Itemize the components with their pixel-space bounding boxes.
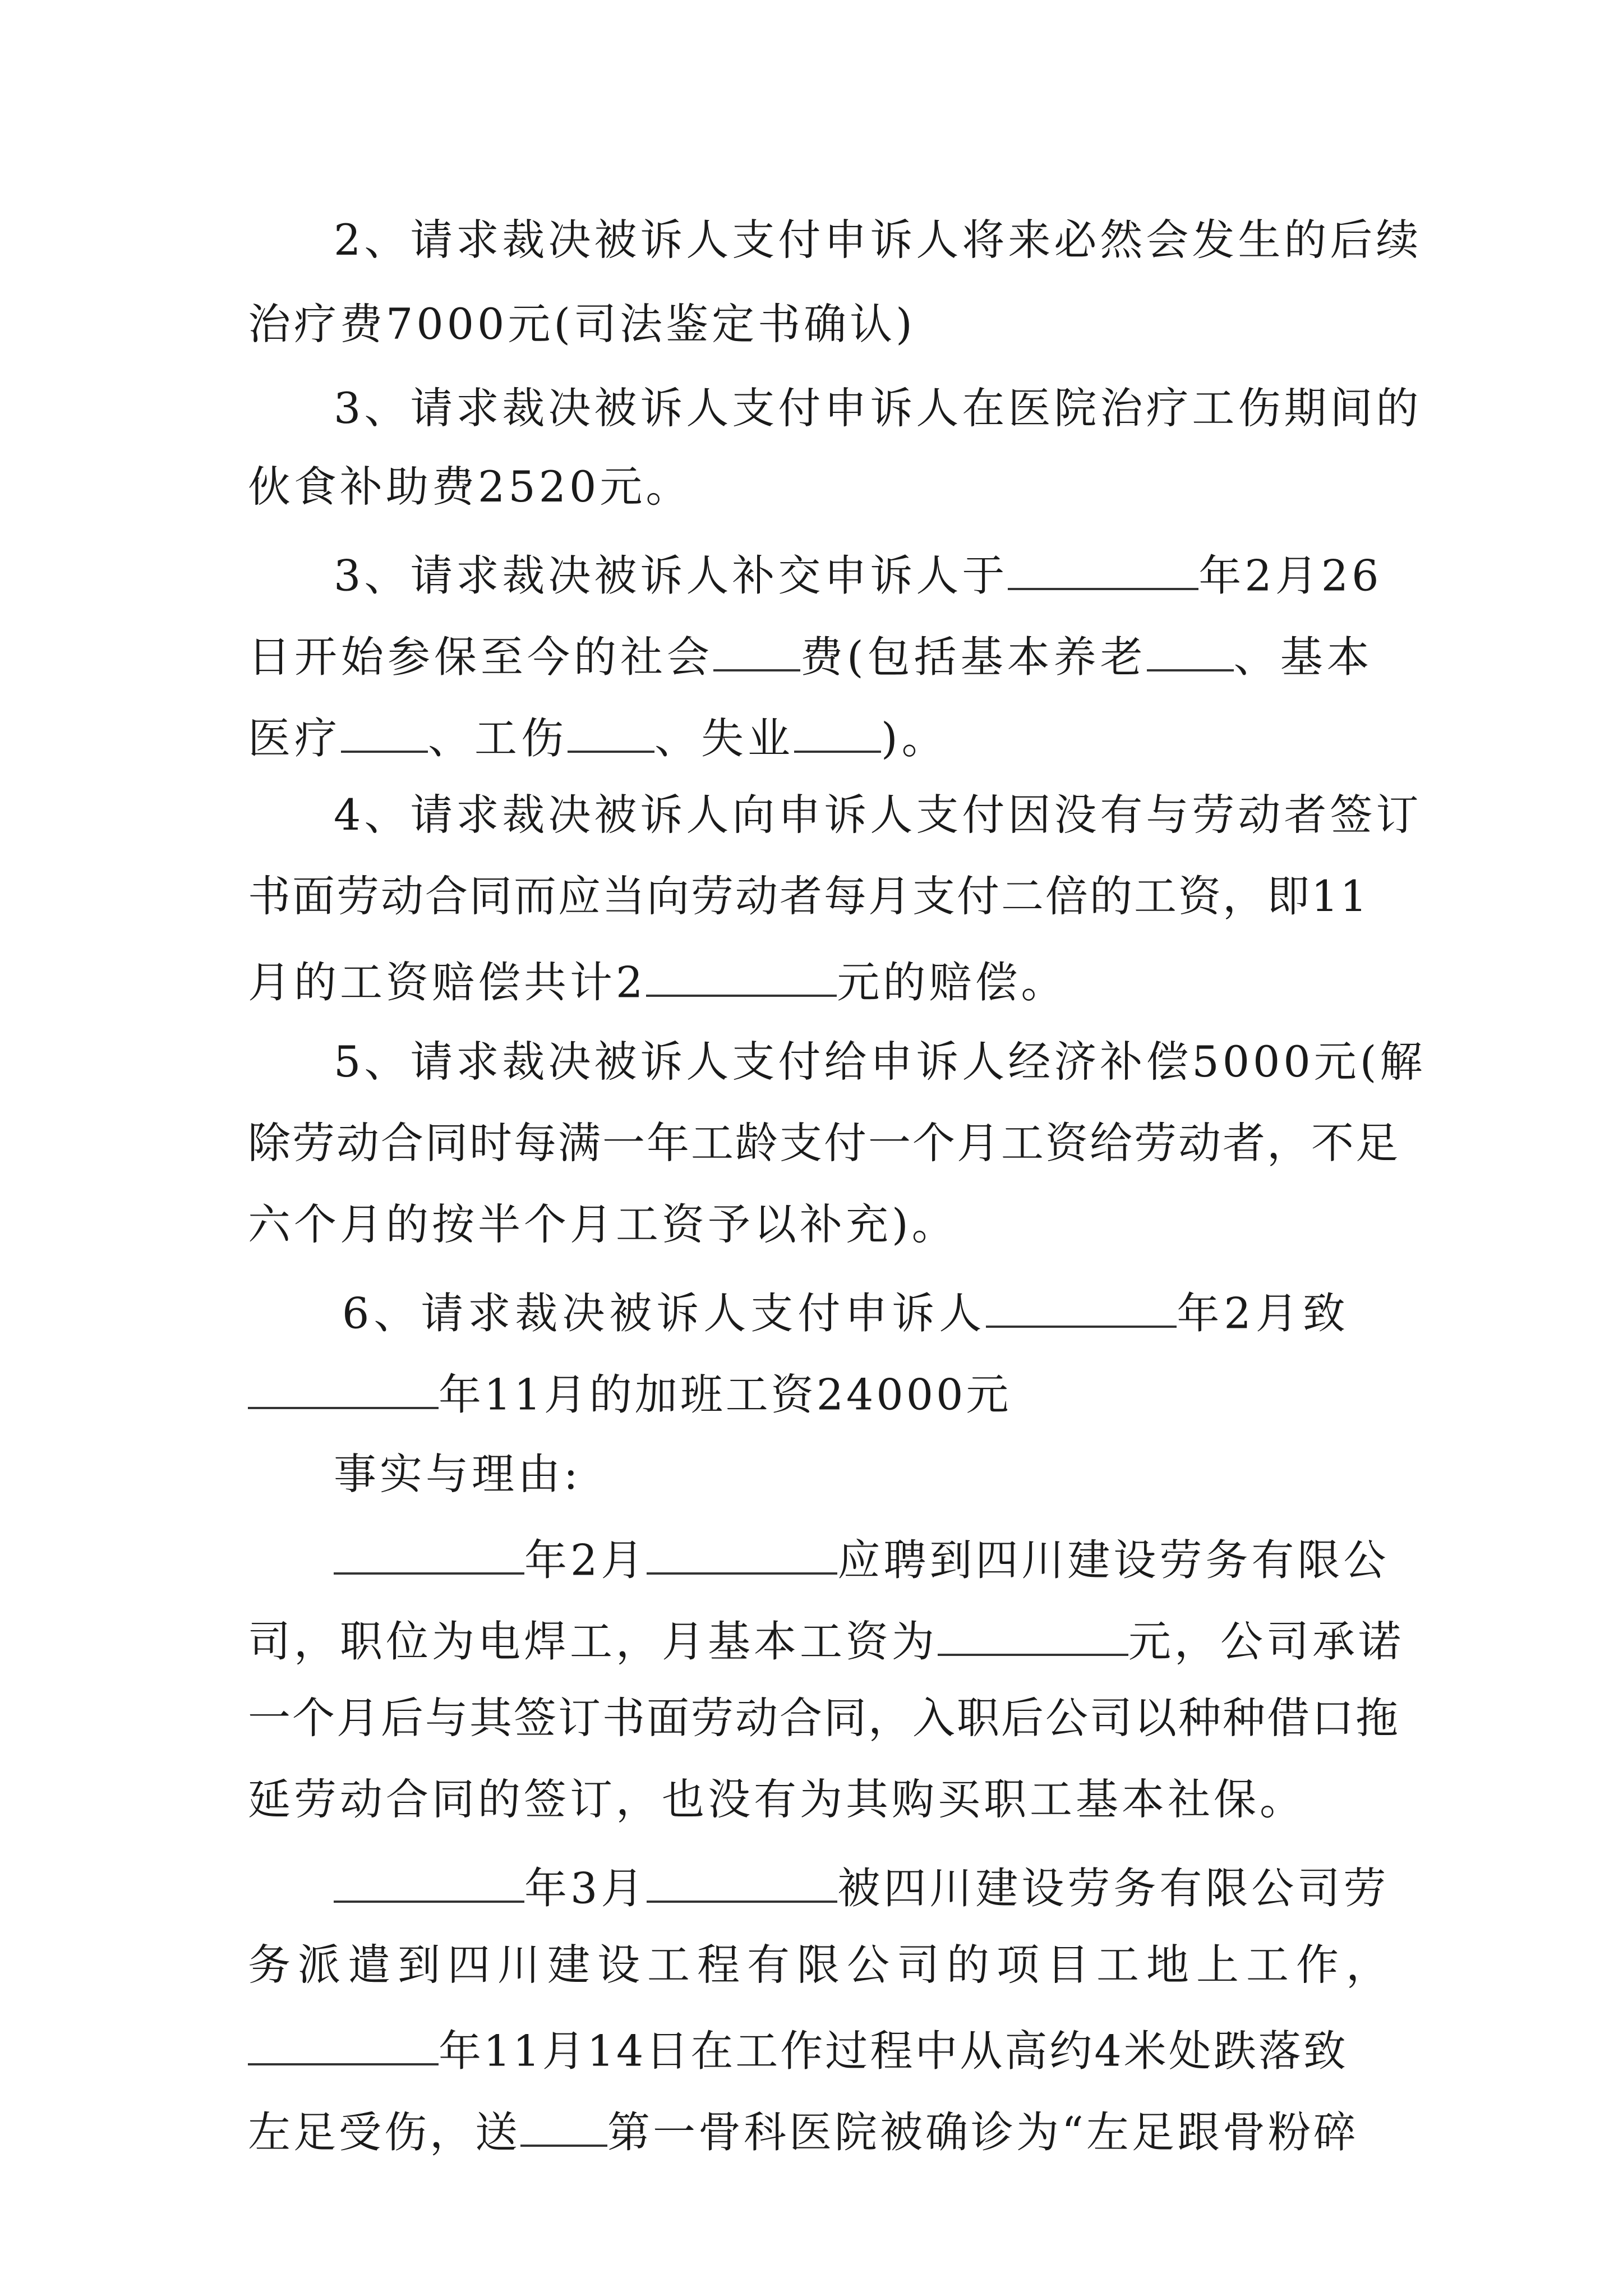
fill-in-blank bbox=[520, 2106, 607, 2147]
text-run: 5、请求裁决被诉人支付给申诉人经济补偿5000元(解 bbox=[334, 1037, 1426, 1087]
text-run: 、失业 bbox=[654, 713, 794, 763]
text-run: 3、请求裁决被诉人支付申诉人在医院治疗工伤期间的 bbox=[334, 383, 1422, 433]
facts-1-line-1 bbox=[0, 1534, 1623, 1585]
text-run: 治疗费7000元(司法鉴定书确认) bbox=[248, 299, 916, 349]
text-run: 伙食补助费2520元。 bbox=[248, 462, 692, 512]
facts-heading bbox=[0, 1449, 1623, 1499]
claim-3b-line-1 bbox=[0, 550, 1623, 601]
fill-in-blank bbox=[248, 1369, 439, 1409]
claim-5-line-1 bbox=[0, 1037, 1623, 1087]
fill-in-blank bbox=[1008, 550, 1198, 590]
text-run: 司，职位为电焊工，月基本工资为 bbox=[248, 1616, 938, 1667]
fill-in-blank bbox=[334, 1862, 524, 1903]
text-run: 事实与理由: bbox=[334, 1449, 582, 1499]
claim-4-line-2 bbox=[0, 871, 1623, 921]
fill-in-blank bbox=[1147, 631, 1234, 671]
text-run: 6、请求裁决被诉人支付申诉人 bbox=[342, 1288, 986, 1338]
facts-1-line-2 bbox=[0, 1616, 1623, 1667]
text-run: 左足受伤，送 bbox=[248, 2107, 520, 2157]
text-run: 4、请求裁决被诉人向申诉人支付因没有与劳动者签订 bbox=[334, 790, 1422, 840]
text-run: 月的工资赔偿共计2 bbox=[248, 957, 647, 1007]
fill-in-blank bbox=[248, 2025, 439, 2065]
facts-2-line-2 bbox=[0, 1940, 1623, 1990]
facts-2-line-1 bbox=[0, 1862, 1623, 1913]
claim-3a-line-2 bbox=[0, 462, 1623, 512]
fill-in-blank bbox=[713, 631, 800, 671]
facts-1-line-3 bbox=[0, 1693, 1623, 1743]
text-run: 除劳动合同时每满一年工龄支付一个月工资给劳动者，不足 bbox=[248, 1118, 1400, 1168]
claim-6-line-1 bbox=[0, 1287, 1623, 1338]
text-run: 应聘到四川建设劳务有限公 bbox=[837, 1535, 1390, 1585]
claim-3b-line-2 bbox=[0, 631, 1623, 682]
fill-in-blank bbox=[646, 956, 837, 997]
claim-4-line-1 bbox=[0, 790, 1623, 840]
text-run: 年11月14日在工作过程中从高约4米处跌落致 bbox=[439, 2026, 1348, 2076]
claim-2-line-2 bbox=[0, 299, 1623, 349]
fill-in-blank bbox=[986, 1287, 1177, 1328]
text-run: 六个月的按半个月工资予以补充)。 bbox=[248, 1199, 958, 1249]
text-run: )。 bbox=[881, 713, 948, 763]
claim-3a-line-1 bbox=[0, 383, 1623, 433]
text-run: 年2月26 bbox=[1198, 550, 1382, 601]
text-run: 、工伤 bbox=[428, 713, 568, 763]
text-run: 一个月后与其签订书面劳动合同，入职后公司以种种借口拖 bbox=[248, 1693, 1400, 1743]
text-run: 费(包括基本养老 bbox=[800, 632, 1147, 682]
text-run: 、基本 bbox=[1233, 632, 1373, 682]
claim-3b-line-3 bbox=[0, 712, 1623, 763]
text-run: 医疗 bbox=[248, 713, 341, 763]
fill-in-blank bbox=[647, 1862, 837, 1903]
text-run: 第一骨科医院被确诊为“左足跟骨粉碎 bbox=[607, 2107, 1359, 2157]
text-run: 年3月 bbox=[524, 1863, 647, 1913]
fill-in-blank bbox=[938, 1616, 1128, 1656]
text-run: 被四川建设劳务有限公司劳 bbox=[837, 1863, 1390, 1913]
fill-in-blank bbox=[794, 712, 881, 753]
fill-in-blank bbox=[334, 1534, 524, 1575]
text-run: 日开始参保至今的社会 bbox=[248, 632, 713, 682]
claim-5-line-2 bbox=[0, 1118, 1623, 1168]
text-run: 年2月致 bbox=[1177, 1288, 1350, 1338]
fill-in-blank bbox=[647, 1534, 837, 1575]
fill-in-blank bbox=[341, 712, 428, 753]
facts-1-line-4 bbox=[0, 1774, 1623, 1824]
facts-2-line-3 bbox=[0, 2025, 1623, 2076]
text-run: 务派遣到四川建设工程有限公司的项目工地上工作， bbox=[248, 1940, 1396, 1990]
text-run: 3、请求裁决被诉人补交申诉人于 bbox=[334, 550, 1008, 601]
claim-4-line-3 bbox=[0, 956, 1623, 1007]
text-run: 元的赔偿。 bbox=[837, 957, 1067, 1007]
text-run: 年11月的加班工资24000元 bbox=[439, 1369, 1012, 1420]
text-run: 2、请求裁决被诉人支付申诉人将来必然会发生的后续 bbox=[334, 215, 1422, 265]
fill-in-blank bbox=[568, 712, 654, 753]
facts-2-line-4 bbox=[0, 2106, 1623, 2157]
claim-2-line-1 bbox=[0, 215, 1623, 265]
claim-5-line-3 bbox=[0, 1199, 1623, 1249]
text-run: 元，公司承诺 bbox=[1128, 1616, 1404, 1667]
text-run: 书面劳动合同而应当向劳动者每月支付二倍的工资，即11 bbox=[248, 871, 1369, 921]
text-run: 延劳动合同的签订，也没有为其购买职工基本社保。 bbox=[248, 1774, 1306, 1824]
text-run: 年2月 bbox=[524, 1535, 647, 1585]
claim-6-line-2 bbox=[0, 1369, 1623, 1420]
